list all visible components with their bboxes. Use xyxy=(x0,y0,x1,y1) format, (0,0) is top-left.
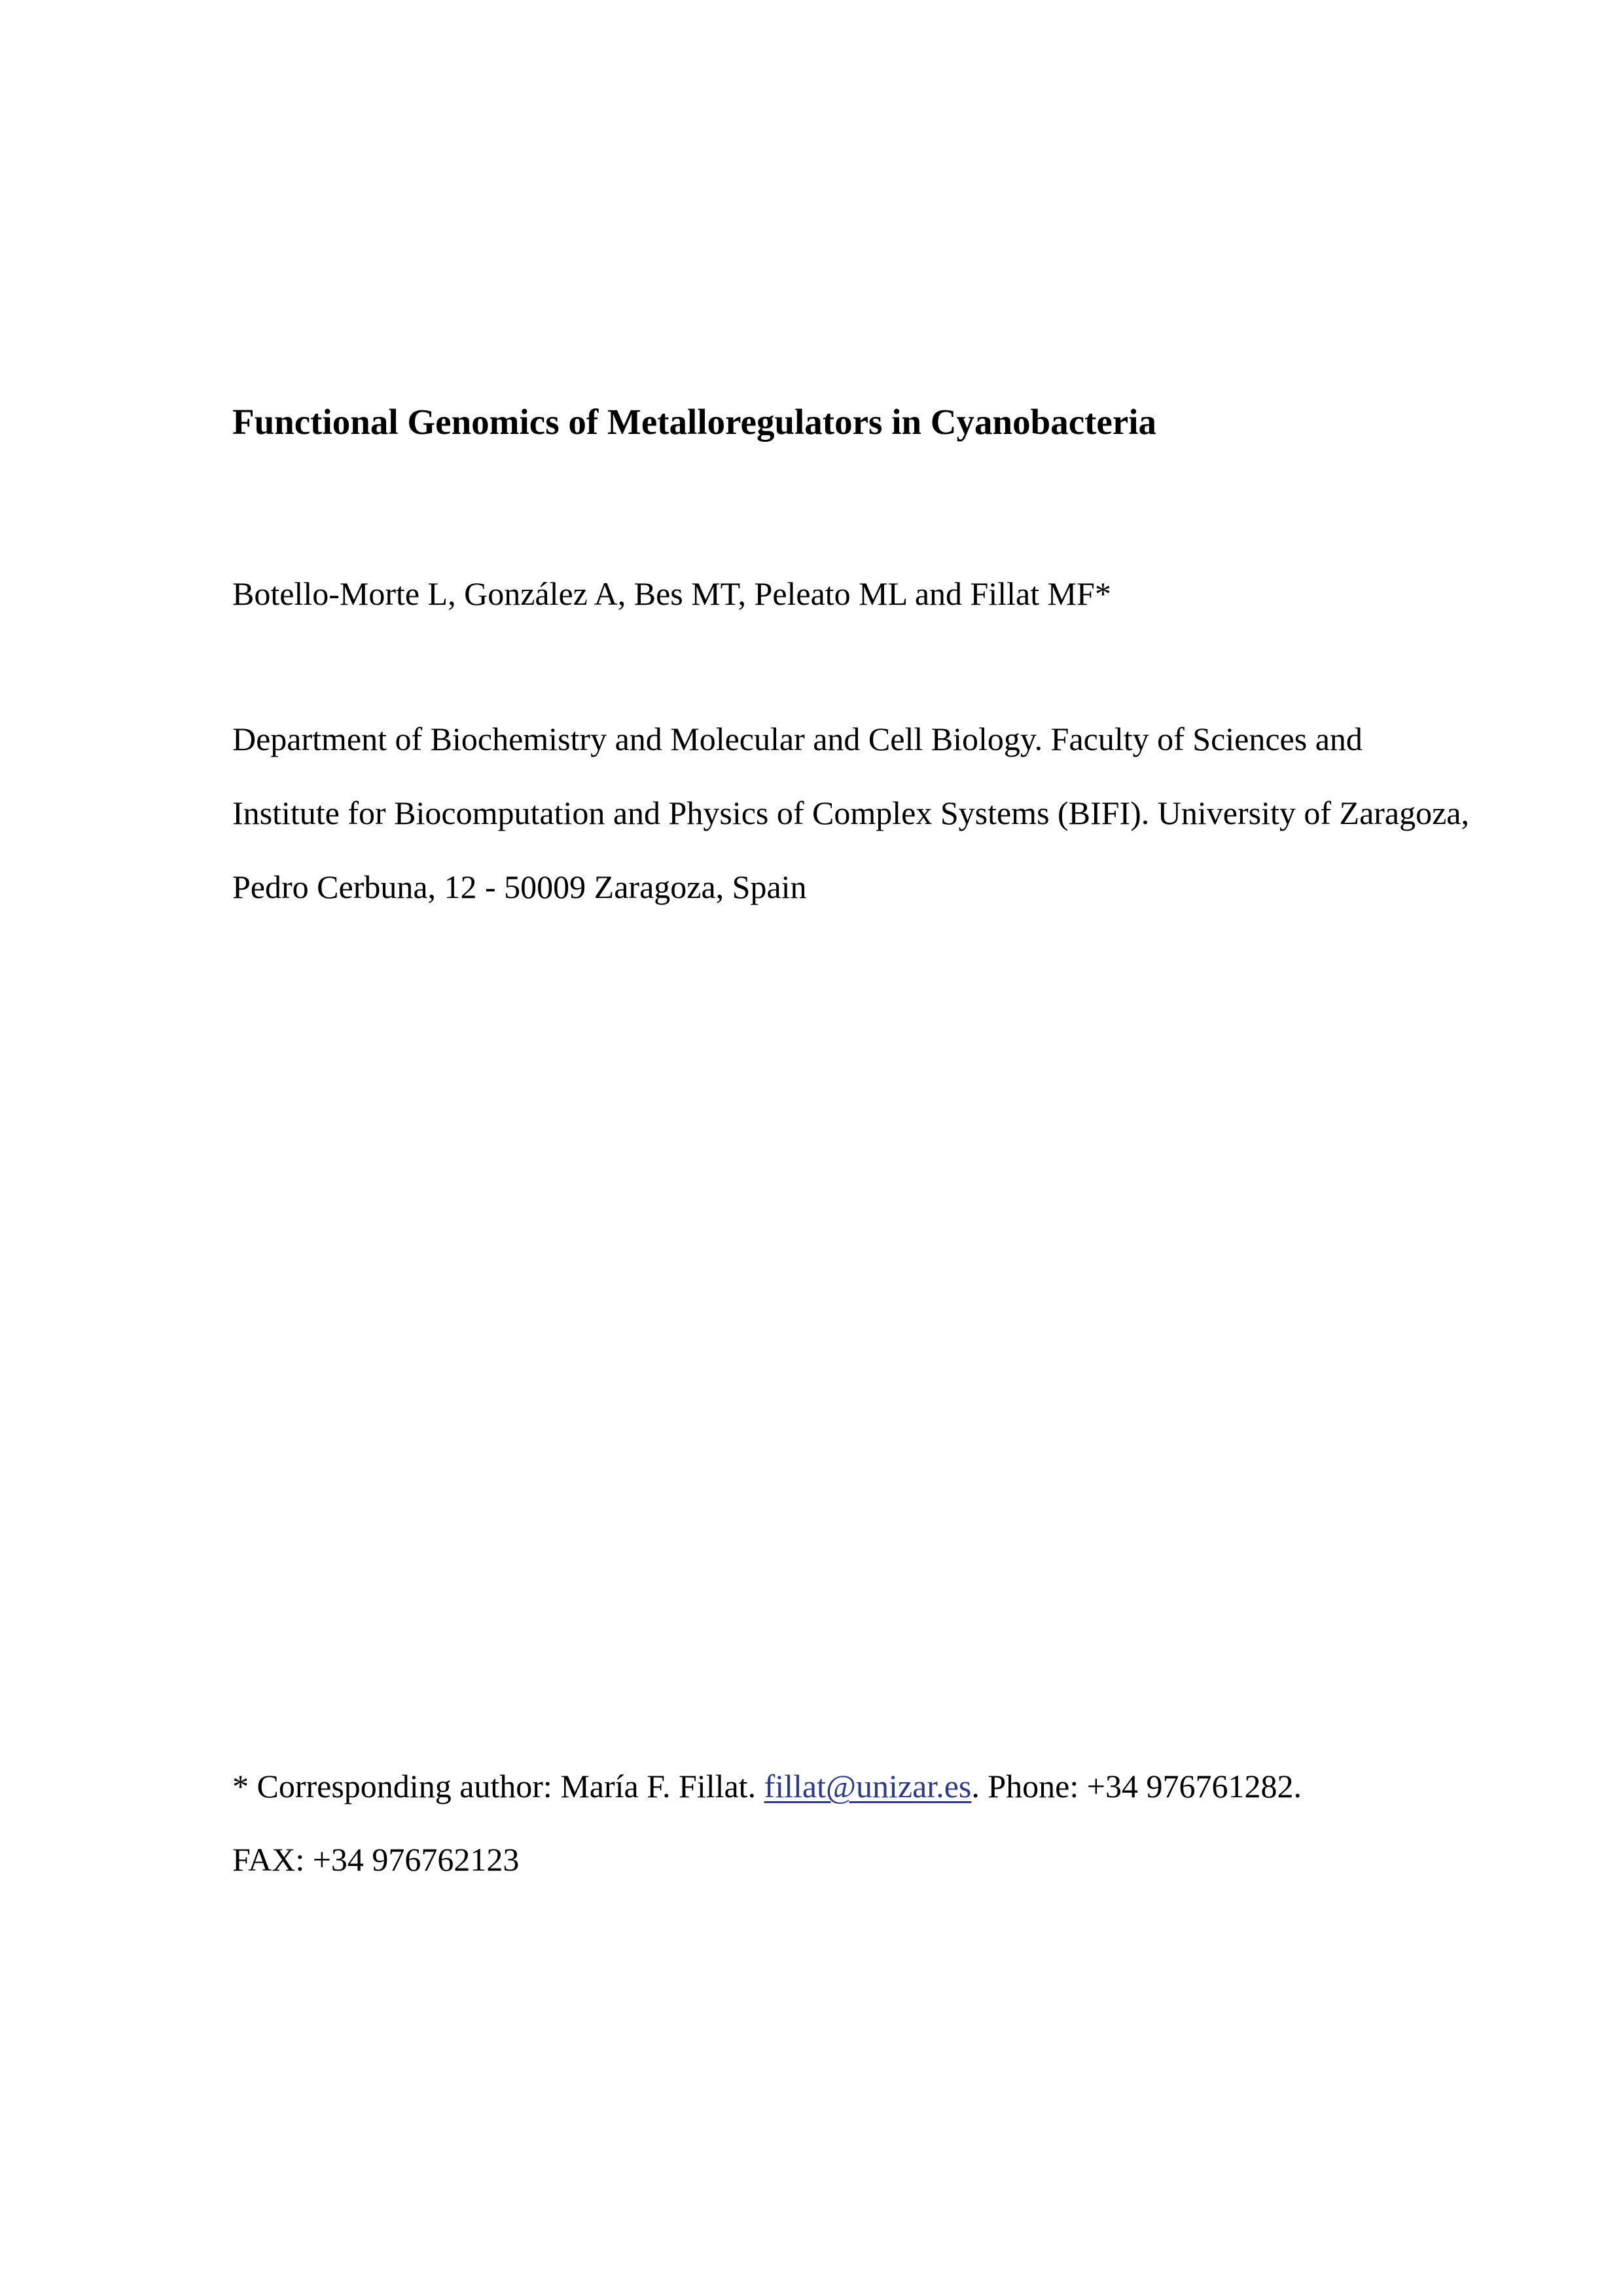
email-link[interactable]: fillat@unizar.es xyxy=(764,1768,972,1804)
affiliation-line: Department of Biochemistry and Molecular and Cell Biology. Faculty of Sciences and xyxy=(232,721,1363,757)
author-list: Botello-Morte L, González A, Bes MT, Peleato ML and Fillat MF* xyxy=(232,575,1111,612)
corresponding-author-line xyxy=(232,1770,1302,1803)
corresponding-author-text: * Corresponding author: María F. Fillat. xyxy=(232,1768,764,1804)
paper-title: Functional Genomics of Metalloregulators in Cyanobacteria xyxy=(232,402,1157,442)
fax-line: FAX: +34 976762123 xyxy=(232,1841,520,1878)
affiliation-line: Pedro Cerbuna, 12 - 50009 Zaragoza, Spain xyxy=(232,869,807,905)
phone-text: . Phone: +34 976761282. xyxy=(971,1768,1302,1804)
affiliation-line: Institute for Biocomputation and Physics of Complex Systems (BIFI). University of Zaragoza, xyxy=(232,795,1469,831)
